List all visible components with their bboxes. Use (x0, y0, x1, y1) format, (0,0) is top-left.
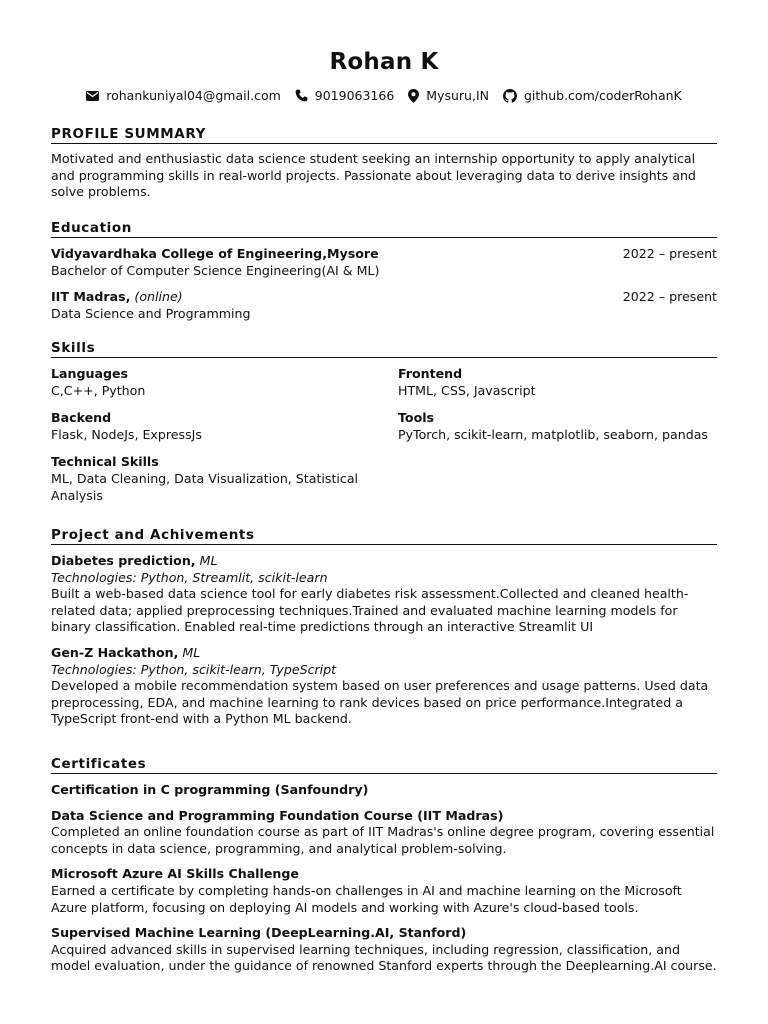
certificate-name: Certification in C programming (Sanfoundry) (51, 782, 369, 797)
profile-heading: PROFILE SUMMARY (51, 126, 717, 144)
github-text: github.com/coderRohanK (524, 88, 682, 103)
project-name: Gen-Z Hackathon, (51, 644, 179, 660)
education-item (51, 289, 717, 322)
certificate-description: Acquired advanced skills in supervised learning techniques, including regression, classification, and model evaluation, under the guidance of renowned Stanford experts through the Deeplearning.AI course. (51, 941, 717, 974)
certificate-item (51, 866, 717, 916)
contact-bar (0, 88, 768, 103)
project-item (51, 645, 717, 728)
skill-value: Flask, NodeJs, ExpressJs (51, 426, 202, 442)
certificate-description: Earned a certificate by completing hands-on challenges in AI and machine learning on the Microsoft Azure platform, focusing on deploying AI models and working with Azure's cloud-based tools. (51, 882, 682, 915)
education-dates: 2022 – present (622, 246, 717, 261)
institution-name: Vidyavardhaka College of Engineering,Mysore (51, 246, 379, 261)
skill-group (51, 366, 398, 399)
candidate-name: Rohan K (329, 49, 439, 75)
skills-heading: Skills (51, 340, 717, 358)
project-tag: ML (182, 644, 201, 660)
project-description: Developed a mobile recommendation system based on user preferences and usage patterns. Used data preprocessing, EDA, and machine learning to rank devices based on price performance.Integrated a TypeScript front-end with a Python ML backend. (51, 678, 709, 727)
certificate-item (51, 925, 717, 975)
education-program: Bachelor of Computer Science Engineering(AI & ML) (51, 262, 380, 278)
skill-label: Tools (398, 410, 435, 426)
contact-github[interactable] (503, 88, 682, 103)
education-program: Data Science and Programming (51, 305, 251, 321)
project-technologies: Technologies: Python, scikit-learn, TypeScript (51, 661, 337, 677)
github-icon (503, 89, 517, 103)
profile-text: Motivated and enthusiastic data science student seeking an internship opportunity to apply analytical and programming skills in real-world projects. Passionate about leveraging data to derive insights and solve problems. (51, 151, 696, 200)
projects-heading: Project and Achivements (51, 527, 717, 545)
project-name: Diabetes prediction, (51, 553, 196, 568)
skills-section (51, 340, 717, 504)
skill-group (51, 410, 398, 443)
certificate-item (51, 808, 717, 858)
study-mode: (online) (134, 289, 183, 305)
skill-value: ML, Data Cleaning, Data Visualization, Statistical Analysis (51, 470, 359, 503)
education-dates: 2022 – present (622, 289, 717, 305)
contact-location (408, 88, 489, 103)
skill-value: PyTorch, scikit-learn, matplotlib, seaborn, pandas (398, 426, 708, 442)
project-tag: ML (199, 553, 218, 568)
phone-text: 9019063166 (314, 88, 395, 103)
skill-label: Backend (51, 410, 112, 426)
education-item (51, 246, 717, 279)
skill-label: Technical Skills (51, 454, 159, 470)
location-text: Mysuru,IN (426, 88, 489, 103)
email-text: rohankuniyal04@gmail.com (106, 88, 281, 103)
profile-section (51, 126, 717, 201)
certificate-item (51, 782, 717, 799)
certificates-section (51, 756, 717, 975)
skill-label: Languages (51, 366, 129, 381)
certificate-name: Supervised Machine Learning (DeepLearning.AI, Stanford) (51, 925, 467, 941)
phone-icon (295, 89, 308, 102)
projects-section (51, 527, 717, 728)
certificate-description: Completed an online foundation course as part of IIT Madras's online degree program, covering essential concepts in data science, programming, and analytical problem-solving. (51, 824, 715, 856)
skills-grid (51, 366, 717, 504)
contact-phone[interactable] (295, 88, 395, 103)
project-technologies: Technologies: Python, Streamlit, scikit-learn (51, 569, 328, 585)
certificate-name: Microsoft Azure AI Skills Challenge (51, 866, 299, 882)
envelope-icon (86, 91, 99, 101)
skill-label: Frontend (398, 366, 463, 381)
certificate-name: Data Science and Programming Foundation Course (IIT Madras) (51, 807, 504, 823)
map-pin-icon (408, 89, 419, 103)
certificates-heading: Certificates (51, 756, 717, 774)
contact-email[interactable] (86, 88, 281, 103)
project-description: Built a web-based data science tool for early diabetes risk assessment.Collected and cleaned health-related data; applied preprocessing techniques.Trained and evaluated machine learning models for binary classification. Enabled real-time predictions through an interactive Streamlit UI (51, 586, 689, 635)
education-heading: Education (51, 220, 717, 238)
institution-name: IIT Madras, (51, 289, 131, 305)
skill-group (398, 410, 717, 443)
skill-value: HTML, CSS, Javascript (398, 382, 536, 398)
project-item (51, 553, 717, 636)
skill-group (398, 366, 717, 399)
education-section (51, 220, 717, 322)
skill-value: C,C++, Python (51, 382, 146, 398)
skill-group (51, 454, 398, 504)
